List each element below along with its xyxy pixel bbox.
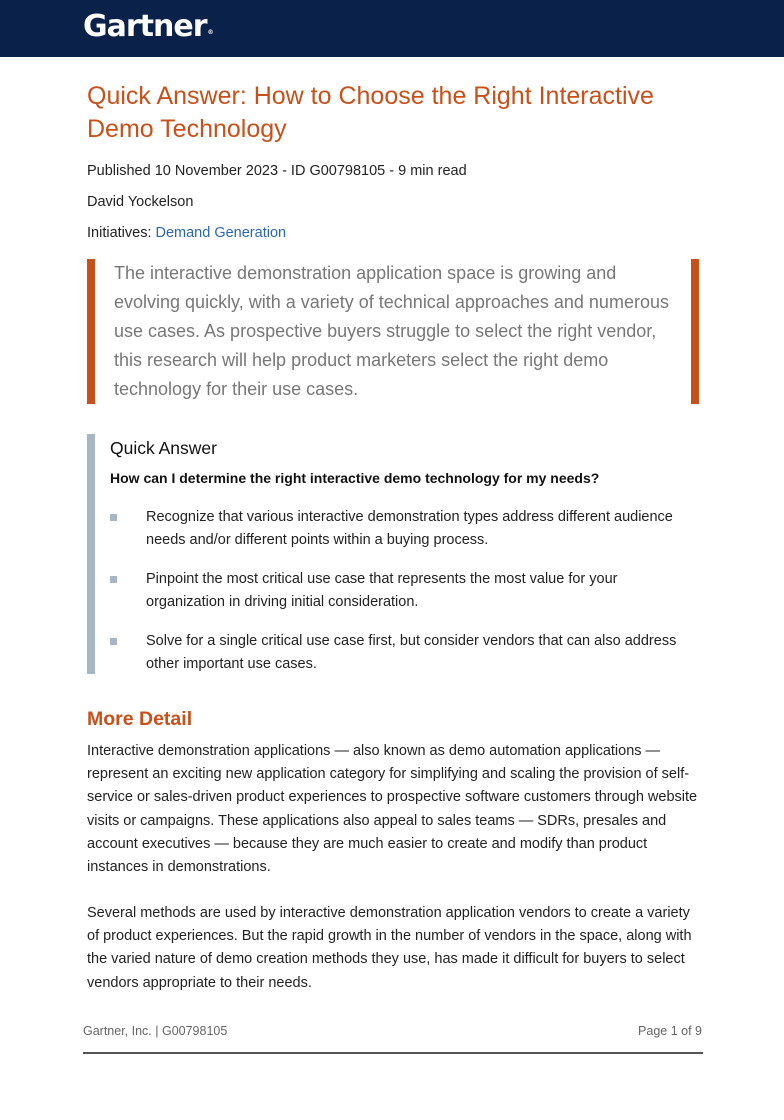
quick-answer-list [110,506,680,692]
list-item-text: Recognize that various interactive demonstration types address different audience needs and/or different points within a buying process. [146,509,673,548]
list-item-text: Pinpoint the most critical use case that represents the most value for your organization in driving initial consideration. [146,571,618,610]
footer-source: Gartner, Inc. | G00798105 [83,1024,228,1038]
footer-divider [83,1052,703,1054]
quick-answer-accent-bar [87,434,95,674]
document-title: Quick Answer: How to Choose the Right Interactive Demo Technology [87,82,654,143]
summary-accent-bar-right [691,259,699,404]
logo-text: Gartner [83,9,207,44]
body-paragraph: Several methods are used by interactive demonstration application vendors to create a variety of product experiences. But the rapid growth in the number of vendors in the space, along with the varied nature of demo creation methods they use, has made it difficult for buyers to select vendors appropriate to their needs. [87,905,692,991]
quick-answer-box [87,434,699,674]
list-item-text: Solve for a single critical use case first, but consider vendors that can also address other important use cases. [146,633,677,672]
author-name: David Yockelson [87,194,194,210]
initiatives-label: Initiatives: [87,225,156,241]
summary-accent-bar-left [87,259,95,404]
more-detail-heading: More Detail [87,708,193,730]
list-item [110,506,680,552]
quick-answer-question: How can I determine the right interactive demo technology for my needs? [110,470,600,486]
body-paragraph: Interactive demonstration applications — also known as demo automation applications — represent an exciting new application category for simplifying and scaling the provision of self-service or sales-driven product experiences to prospective software customers through website visits or campaigns. These applications also appeal to sales teams — SDRs, presales and account executives — because they are much easier to create and modify than product instances in demonstrations. [87,743,698,876]
page-number: Page 1 of 9 [638,1024,702,1038]
list-item [110,568,680,614]
header-bar [0,0,784,57]
initiative-link-demand-generation[interactable]: Demand Generation [155,225,287,241]
initiatives-line [87,224,286,242]
square-bullet-icon [110,638,117,645]
quick-answer-heading: Quick Answer [110,438,217,458]
registered-mark: ® [207,29,214,36]
list-item [110,630,680,676]
summary-text: The interactive demonstration application space is growing and evolving quickly, with a variety of technical approaches and numerous use cases. As prospective buyers struggle to select the right vendor, this research will help product marketers select the right demo technology for their use cases. [114,263,669,399]
square-bullet-icon [110,576,117,583]
publication-info: Published 10 November 2023 - ID G00798105 - 9 min read [87,163,467,179]
square-bullet-icon [110,514,117,521]
gartner-logo [83,7,214,53]
summary-callout [87,259,699,404]
